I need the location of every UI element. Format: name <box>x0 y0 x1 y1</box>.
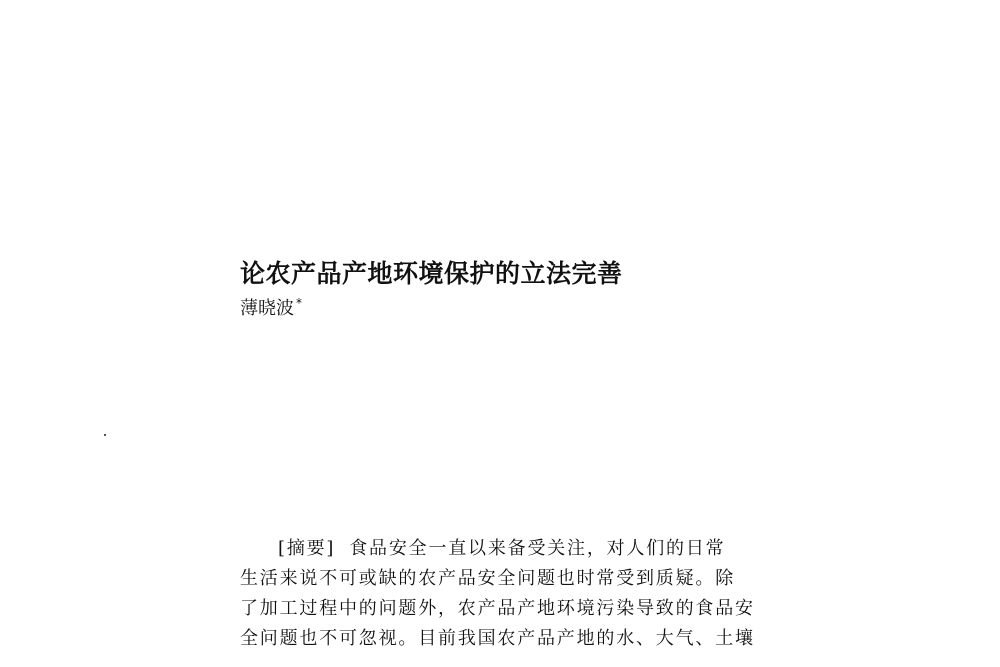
abstract-line <box>240 534 770 564</box>
abstract-block <box>240 534 770 654</box>
scan-speck <box>104 434 106 436</box>
abstract-line-text: 食品安全一直以来备受关注，对人们的日常 <box>349 538 726 559</box>
abstract-line: 了加工过程中的问题外，农产品产地环境污染导致的食品安 <box>240 598 755 619</box>
article-author <box>240 294 302 320</box>
author-name: 薄晓波 <box>240 298 294 319</box>
article-title: 论农产品产地环境保护的立法完善 <box>240 259 623 288</box>
author-footnote-mark: * <box>296 296 302 310</box>
abstract-line: 生活来说不可或缺的农产品安全问题也时常受到质疑。除 <box>240 568 735 589</box>
abstract-line: 全问题也不可忽视。目前我国农产品产地的水、大气、土壤 <box>240 628 755 649</box>
abstract-label: [摘要] <box>278 538 336 559</box>
